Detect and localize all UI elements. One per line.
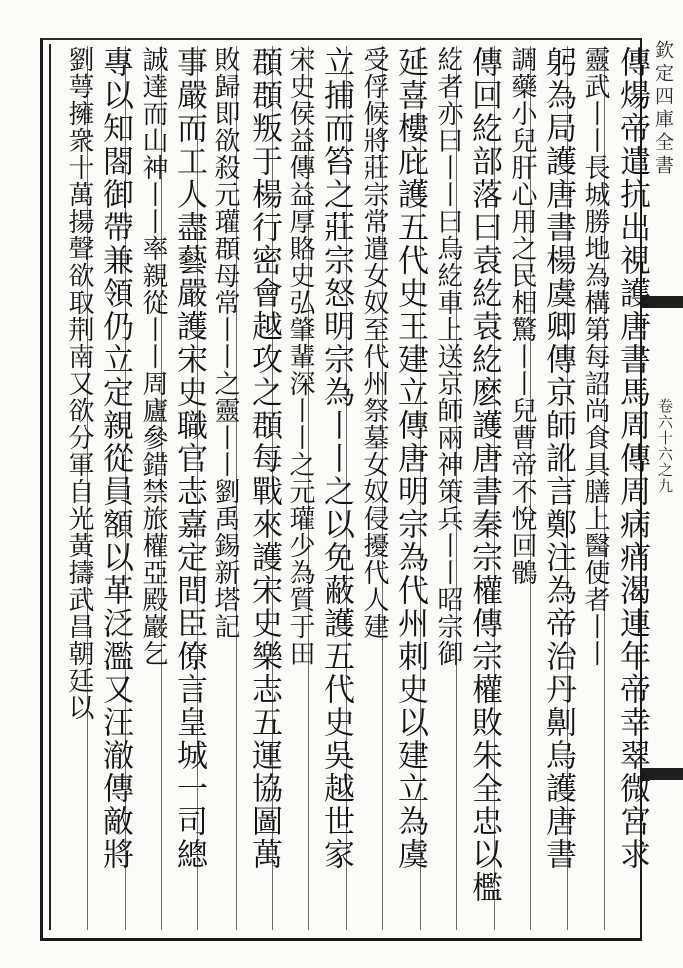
text-column: 敗歸即欲殺元瓘頵母常丨丨之靈丨丨劉禹錫新塔記 (210, 46, 240, 640)
text-column: 靈武丨丨長城勝地為構第每詔尚食具膳上醫使者丨丨 (580, 46, 610, 667)
text-column: 頵頵叛于楊行密會越攻之頵每戰來護宋史樂志五運協圖萬 (246, 46, 282, 871)
text-column: 調藥小兒肝心用之民相驚丨丨兒曹帝不悅回鶻 (507, 46, 537, 586)
text-column: 宋史侯益傳益厚賂史弘肇輩深丨丨之元瓘少為質于田 (285, 46, 315, 667)
text-column: 專以知閤御帶兼領仍立定親從員額以革泛濫又汪澈傳敵將 (97, 46, 133, 871)
margin-book-title: 欽定四庫全書 (652, 40, 674, 178)
text-column: 受俘候將莊宗常遣女奴至代州祭墓女奴侵擾代人建 (359, 46, 389, 640)
text-column: 傳回紇部落曰袁紇袁紇麽護唐書秦宗權傳宗權敗朱全忠以檻 (466, 46, 502, 904)
text-column: 立捕而笞之莊宗怒明宗為丨丨之以免蔽護五代史吳越世家 (318, 46, 354, 871)
text-column: 延喜樓庇護五代史王建立傳唐明宗為代州刺史以建立為虞 (392, 46, 428, 871)
text-column: 劉萼擁衆十萬揚聲欲取荆南又欲分軍自光黃擣武昌朝廷以 (64, 46, 94, 721)
text-column: 傳煬帝遣抗出視護唐書馬周傳周病痟渴連年帝幸翠微宮求 (614, 46, 650, 871)
text-column: 躬為局護唐書楊虞卿傳京師訛言鄭注為帝治丹劓烏護唐書 (540, 46, 576, 871)
text-column: 紇者亦曰丨丨曰烏紇車上送京師兩神策兵丨丨昭宗御 (433, 46, 463, 667)
text-column: 事嚴而工人盡藝嚴護宋史職官志嘉定間臣僚言皇城一司總 (171, 46, 207, 871)
margin-juan-number: 卷六十六之九 (656, 398, 674, 494)
text-column: 誠達而山神丨丨率親從丨丨周廬參錯禁旅權亞殿巖乞 (138, 46, 168, 667)
